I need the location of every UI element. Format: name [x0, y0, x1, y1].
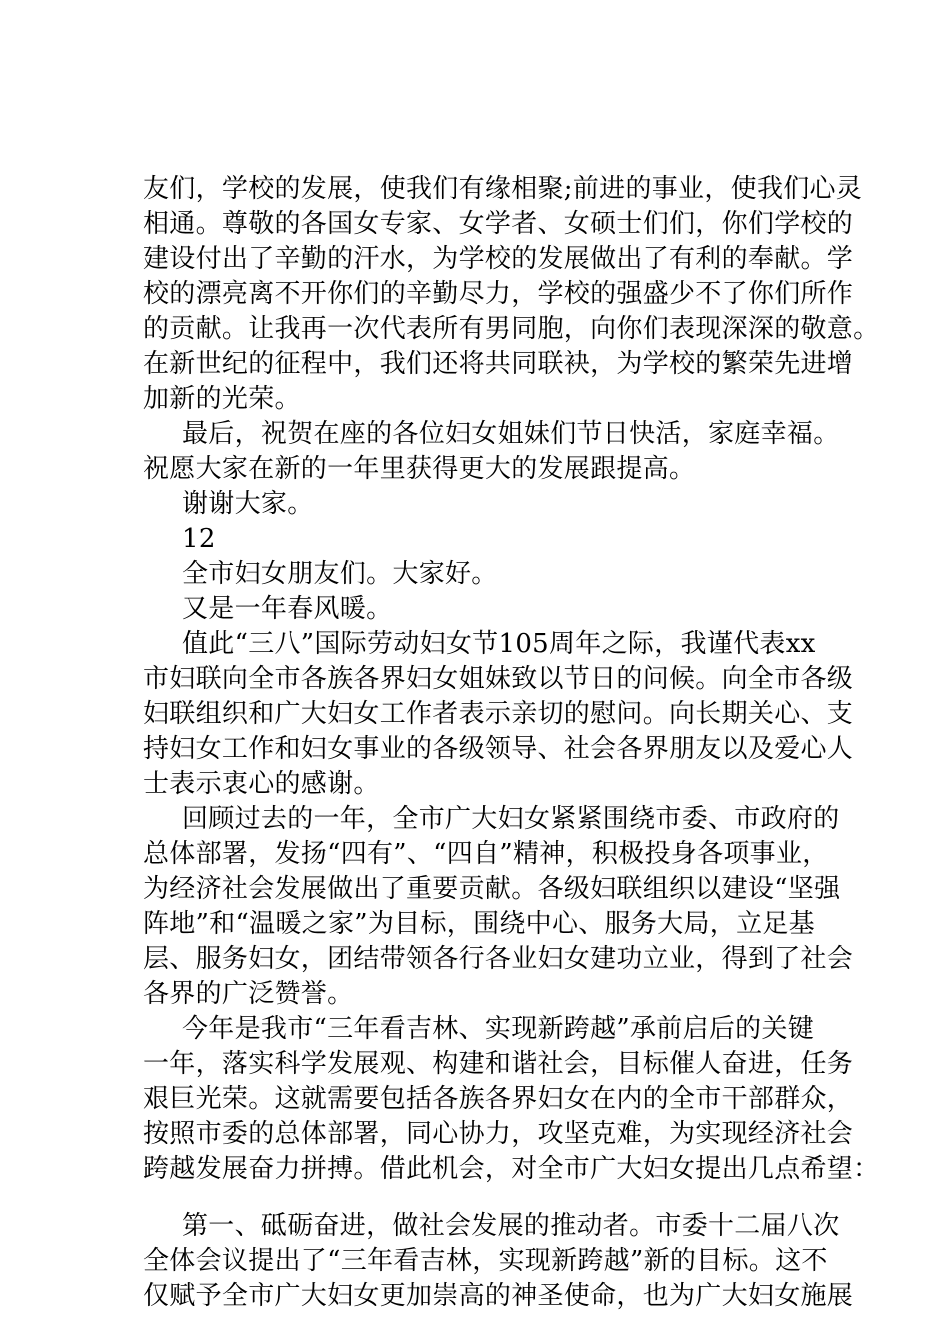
text-line: 市妇联向全市各族各界妇女姐妹致以节日的问候。向全市各级	[143, 664, 854, 694]
text-line: 一年，落实科学发展观、构建和谐社会，目标催人奋进，任务	[143, 1049, 854, 1079]
text-line: 回顾过去的一年，全市广大妇女紧紧围绕市委、市政府的	[182, 804, 840, 834]
text-line: 总体部署，发扬“四有”、“四自”精神，积极投身各项事业，	[143, 839, 829, 869]
text-line: 妇联组织和广大妇女工作者表示亲切的慰问。向长期关心、支	[143, 699, 854, 729]
text-line: 值此“三八”国际劳动妇女节105周年之际，我谨代表xx	[182, 629, 816, 659]
section-number: 12	[182, 524, 216, 554]
text-line: 加新的光荣。	[143, 384, 301, 414]
text-line: 相通。尊敬的各国女专家、女学者、女硕士们们，你们学校的	[143, 209, 854, 239]
text-line: 全市妇女朋友们。大家好。	[182, 559, 498, 589]
text-line: 第一、砥砺奋进，做社会发展的推动者。市委十二届八次	[182, 1211, 840, 1241]
text-line: 层、服务妇女，团结带领各行各业妇女建功立业，得到了社会	[143, 944, 854, 974]
text-line: 阵地”和“温暖之家”为目标，围绕中心、服务大局，立足基	[143, 909, 815, 939]
text-line: 各界的广泛赞誉。	[143, 979, 354, 1009]
text-line: 建设付出了辛勤的汗水，为学校的发展做出了有利的奉献。学	[143, 244, 854, 274]
text-line: 全体会议提出了“三年看吉林，实现新跨越”新的目标。这不	[143, 1246, 828, 1276]
text-line: 在新世纪的征程中，我们还将共同联袂，为学校的繁荣先进增	[143, 349, 854, 379]
text-line: 又是一年春风暖。	[182, 594, 393, 624]
text-line: 谢谢大家。	[182, 489, 314, 519]
text-line: 持妇女工作和妇女事业的各级领导、社会各界朋友以及爱心人	[143, 734, 854, 764]
text-line: 跨越发展奋力拼搏。借此机会，对全市广大妇女提出几点希望：	[143, 1154, 880, 1184]
text-line: 艰巨光荣。这就需要包括各族各界妇女在内的全市干部群众，	[143, 1084, 854, 1114]
text-line: 按照市委的总体部署，同心协力，攻坚克难，为实现经济社会	[143, 1119, 854, 1149]
text-line: 为经济社会发展做出了重要贡献。各级妇联组织以建设“坚强	[143, 874, 841, 904]
text-line: 仅赋予全市广大妇女更加崇高的神圣使命，也为广大妇女施展	[143, 1281, 854, 1311]
text-line: 祝愿大家在新的一年里获得更大的发展跟提高。	[143, 454, 696, 484]
text-line: 校的漂亮离不开你们的辛勤尽力，学校的强盛少不了你们所作	[143, 279, 854, 309]
text-line: 最后，祝贺在座的各位妇女姐妹们节日快活，家庭幸福。	[182, 419, 840, 449]
text-line: 的贡献。让我再一次代表所有男同胞，向你们表现深深的敬意。	[143, 314, 880, 344]
text-line: 士表示衷心的感谢。	[143, 769, 380, 799]
text-line: 友们，学校的发展，使我们有缘相聚;前进的事业，使我们心灵	[143, 174, 863, 204]
text-line: 今年是我市“三年看吉林、实现新跨越”承前启后的关键	[182, 1014, 815, 1044]
